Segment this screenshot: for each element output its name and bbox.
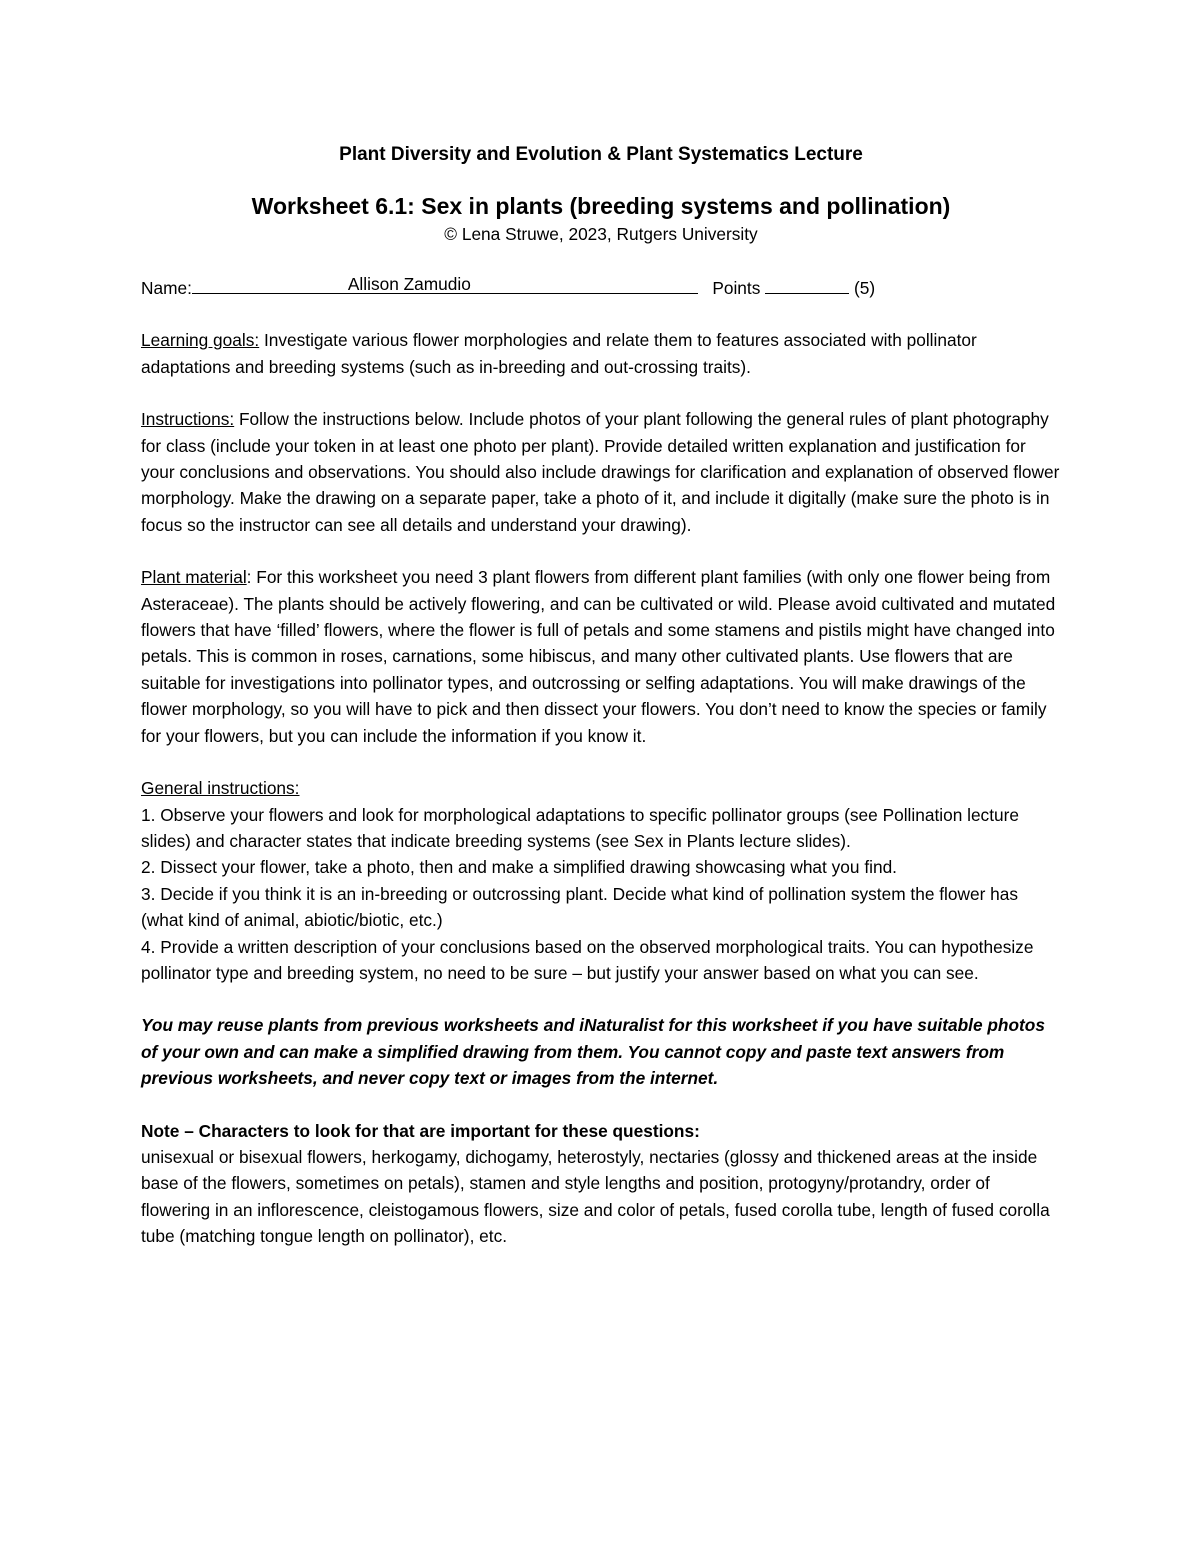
general-instruction-item: 2. Dissect your flower, take a photo, then and make a simplified drawing showcasing what you find. [141,857,897,878]
reuse-note: You may reuse plants from previous worksheets and iNaturalist for this worksheet if you have suitable photos of your own and can make a simplified drawing from them. You cannot copy and paste text answers from previous worksheets, and never copy text or images from the internet. [141,1015,1045,1089]
general-instructions-section [141,775,1061,986]
worksheet-page [141,140,1061,1250]
instructions-paragraph [141,406,1061,538]
learning-goals-label: Learning goals: [141,330,260,351]
name-label: Name: [141,278,192,298]
characters-note-section [141,1118,1061,1250]
name-field[interactable] [192,273,698,294]
plant-material-label: Plant material [141,567,247,588]
general-instructions-label: General instructions: [141,778,300,799]
general-instruction-item: 1. Observe your flowers and look for morphological adaptations to specific pollinator groups (see Pollination lecture slides) and character states that indicate breeding systems (see Sex in Plants lecture slides). [141,804,1019,851]
name-points-line [141,273,1061,301]
instructions-text: Follow the instructions below. Include photos of your plant following the general rules of plant photography for class (include your token in at least one photo per plant). Provide detailed written explanation and justification for your conclusions and observations. You should also include drawings for clarification and explanation of observed flower morphology. Make the drawing on a separate paper, take a photo of it, and include it digitally (make sure the photo is in focus so the instructor can see all details and understand your drawing). [141,409,1060,535]
plant-material-text: : For this worksheet you need 3 plant flowers from different plant families (with only one flower being from Asteraceae). The plants should be actively flowering, and can be cultivated or wild. Please avoid cultivated and mutated flowers that have ‘filled’ flowers, where the flower is full of petals and some stamens and pistils might have changed into petals. This is common in roses, carnations, some hibiscus, and many other cultivated plants. Use flowers that are suitable for investigations into pollinator types, and outcrossing or selfing adaptations. You will make drawings of the flower morphology, so you will have to pick and then dissect your flowers. You don’t need to know the species or family for your flowers, but you can include the information if you know it. [141,567,1056,746]
general-instruction-item: 4. Provide a written description of your conclusions based on the observed morphological traits. You can hypothesize pollinator type and breeding system, no need to be sure – but justify your answer based on what you can see. [141,936,1034,983]
points-max: (5) [853,278,876,298]
characters-note-text: unisexual or bisexual flowers, herkogamy, dichogamy, heterostyly, nectaries (glossy and thickened areas at the inside base of the flowers, sometimes on petals), stamen and style lengths and position, protogyny/protandry, order of flowering in an inflorescence, cleistogamous flowers, size and color of petals, fused corolla tube, length of fused corolla tube (matching tongue length on pollinator), etc. [141,1146,1050,1247]
worksheet-title: Worksheet 6.1: Sex in plants (breeding systems and pollination) [251,193,951,219]
name-value: Allison Zamudio [347,273,471,294]
points-label: Points [712,278,761,298]
instructions-label: Instructions: [141,409,235,430]
learning-goals-text: Investigate various flower morphologies and relate them to features associated with pollinator adaptations and breeding systems (such as in-breeding and out-crossing traits). [141,330,977,377]
general-instruction-item: 3. Decide if you think it is an in-breeding or outcrossing plant. Decide what kind of pollination system the flower has (what kind of animal, abiotic/biotic, etc.) [141,883,1019,931]
points-field[interactable] [765,274,849,294]
course-title: Plant Diversity and Evolution & Plant Systematics Lecture [339,144,863,165]
characters-note-label: Note – Characters to look for that are important for these questions: [141,1120,700,1141]
copyright-line: © Lena Struwe, 2023, Rutgers University [444,224,758,244]
plant-material-paragraph [141,564,1061,749]
learning-goals-paragraph [141,327,1061,380]
